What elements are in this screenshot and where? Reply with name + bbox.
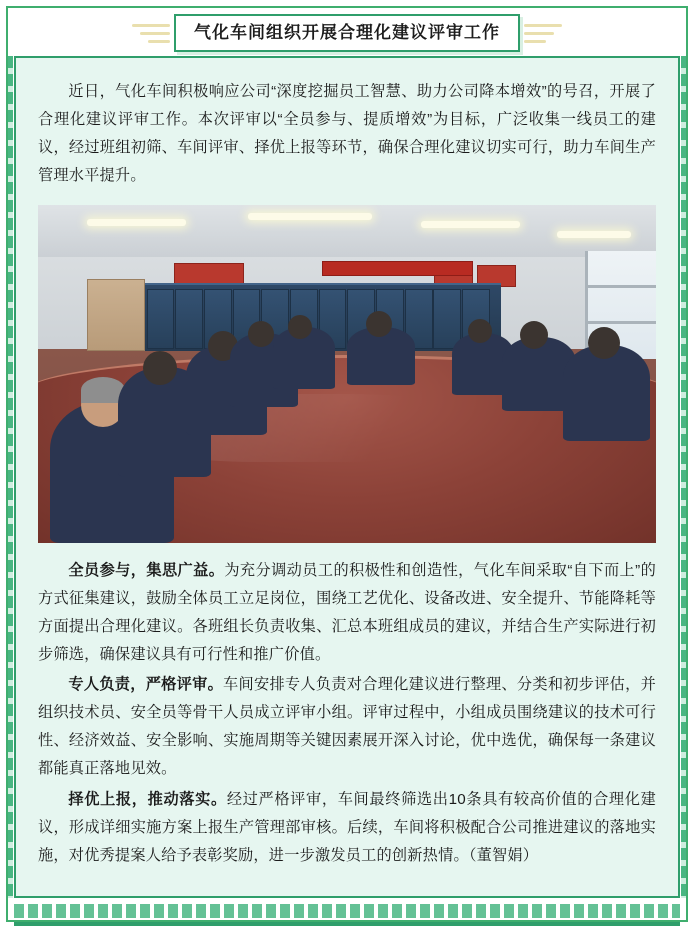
person-head [143, 351, 177, 385]
person-head [366, 311, 392, 337]
person-head [468, 319, 492, 343]
right-decoration-strip [681, 56, 686, 898]
section-paragraph-1 [38, 557, 656, 670]
person-head [248, 321, 274, 347]
title-banner [132, 14, 562, 52]
footer-rule [14, 922, 680, 926]
section-text-3: 经过严格评审，车间最终筛选出10条具有较高价值的合理化建议，形成详细实施方案上报生产管理部审核。后续，车间将积极配合公司推进建议的落地实施，对优秀提案人给予表彰奖励，进一步激发员工的创新热情。（董智娟） [38, 790, 656, 864]
left-decoration-strip [8, 56, 13, 898]
person-head [288, 315, 312, 339]
ceiling-light [87, 219, 186, 226]
person-head [588, 327, 620, 359]
section-text-2: 车间安排专人负责对合理化建议进行整理、分类和初步评估，并组织技术员、安全员等骨干人员成立评审小组。评审过程中，小组成员围绕建议的技术可行性、经济效益、安全影响、实施周期等关键因素展开深入讨论，优中选优，确保每一条建议都能真正落地见效。 [38, 676, 656, 778]
section-lead-3: 择优上报，推动落实。 [68, 790, 227, 808]
person [563, 345, 650, 441]
page-title: 气化车间组织开展合理化建议评审工作 [194, 23, 500, 42]
section-lead-1: 全员参与，集思广益。 [68, 561, 225, 579]
meeting-photo [38, 205, 656, 543]
content-panel [14, 56, 680, 898]
wall-banner [322, 261, 472, 276]
ceiling-light [248, 213, 372, 220]
banner-left-ornament [132, 16, 174, 50]
banner-right-ornament [520, 16, 562, 50]
room-door [87, 279, 145, 351]
ceiling-light [557, 231, 631, 238]
section-lead-2: 专人负责，严格评审。 [68, 676, 224, 693]
photo-scene [38, 205, 656, 543]
person-head [520, 321, 548, 349]
section-text-1: 为充分调动员工的积极性和创造性，气化车间采取“自下而上”的方式征集建议，鼓励全体员工立足岗位，围绕工艺优化、设备改进、安全提升、节能降耗等方面提出合理化建议。各班组长负责收集、汇总本班组成员的建议，并结合生产实际进行初步筛选，确保建议具有可行性和推广价值。 [38, 561, 657, 663]
section-paragraph-2 [38, 671, 656, 784]
section-paragraph-3 [38, 786, 656, 870]
ceiling-light [421, 221, 520, 228]
intro-paragraph: 近日，气化车间积极响应公司“深度挖掘员工智慧、助力公司降本增效”的号召，开展了合理化建议评审工作。本次评审以“全员参与、提质增效”为目标，广泛收集一线员工的建议，经过班组初筛、车间评审、择优上报等环节，确保合理化建议切实可行，助力车间生产管理水平提升。 [38, 83, 656, 185]
title-box [174, 14, 520, 52]
footer-decoration [14, 904, 680, 918]
